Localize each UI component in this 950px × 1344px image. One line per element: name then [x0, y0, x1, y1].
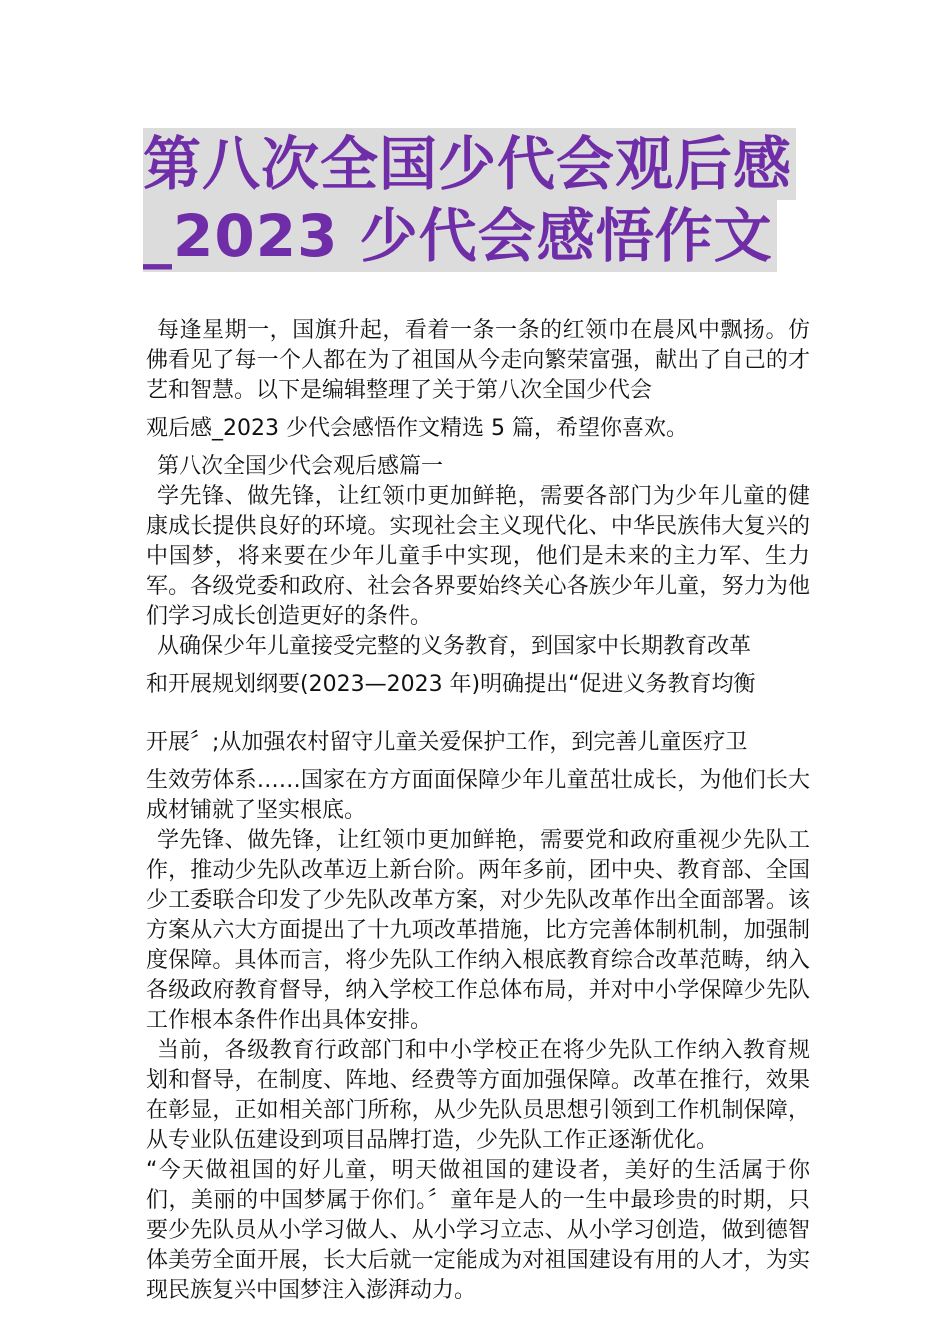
document-body: [146, 316, 810, 1306]
body-paragraph-4: 当前，各级教育行政部门和中小学校正在将少先队工作纳入教育规划和督导，在制度、阵地、经费等方面加强保障。改革在推行，效果在彰显，正如相关部门所称，从少先队员思想引领到工作机制保障，从专业队伍建设到项目品牌打造，少先队工作正逐渐优化。: [146, 1038, 810, 1153]
title-line-2: _2023 少代会感悟作文: [143, 200, 777, 272]
body-paragraph-2-line-1: 从确保少年儿童接受完整的义务教育，到国家中长期教育改革: [157, 634, 752, 659]
body-paragraph-1: 学先锋、做先锋，让红领巾更加鲜艳，需要各部门为少年儿童的健康成长提供良好的环境。实现社会主义现代化、中华民族伟大复兴的中国梦，将来要在少年儿童手中实现，他们是未来的主力军、生力军。各级党委和政府、社会各界要始终关心各族少年儿童，努力为他们学习成长创造更好的条件。: [146, 484, 810, 629]
body-paragraph-5: “今天做祖国的好儿童，明天做祖国的建设者，美好的生活属于你们，美丽的中国梦属于你们。〞童年是人的一生中最珍贵的时期，只要少先队员从小学习做人、从小学习立志、从小学习创造，做到德智体美劳全面开展，长大后就一定能成为对祖国建设有用的人才，为实现民族复兴中国梦注入澎湃动力。: [146, 1158, 810, 1303]
body-paragraph-3: 学先锋、做先锋，让红领巾更加鲜艳，需要党和政府重视少先队工作，推动少先队改革迈上新台阶。两年多前，团中央、教育部、全国少工委联合印发了少先队改革方案，对少先队改革作出全面部署。该方案从六大方面提出了十九项改革措施，比方完善体制机制，加强制度保障。具体而言，将少先队工作纳入根底教育综合改革范畴，纳入各级政府教育督导，纳入学校工作总体布局，并对中小学保障少先队工作根本条件作出具体安排。: [146, 828, 810, 1033]
body-paragraph-2-line-3: 开展〞;从加强农村留守儿童关爱保护工作，到完善儿童医疗卫: [146, 730, 748, 755]
intro-paragraph-continued: 观后感_2023 少代会感悟作文精选 5 篇，希望你喜欢。: [146, 416, 688, 441]
section-title: 第八次全国少代会观后感篇一: [157, 454, 444, 479]
document-title: [143, 128, 843, 272]
title-line-1: 第八次全国少代会观后感: [143, 128, 796, 200]
body-paragraph-2-line-4: 生效劳体系……国家在方方面面保障少年儿童茁壮成长，为他们长大成材铺就了坚实根底。: [146, 768, 810, 823]
body-paragraph-2-line-2: 和开展规划纲要(2023—2023 年)明确提出“促进义务教育均衡: [146, 672, 756, 697]
intro-paragraph: 每逢星期一，国旗升起，看着一条一条的红领巾在晨风中飘扬。仿佛看见了每一个人都在为了祖国从今走向繁荣富强，献出了自己的才艺和智慧。以下是编辑整理了关于第八次全国少代会: [146, 318, 810, 403]
